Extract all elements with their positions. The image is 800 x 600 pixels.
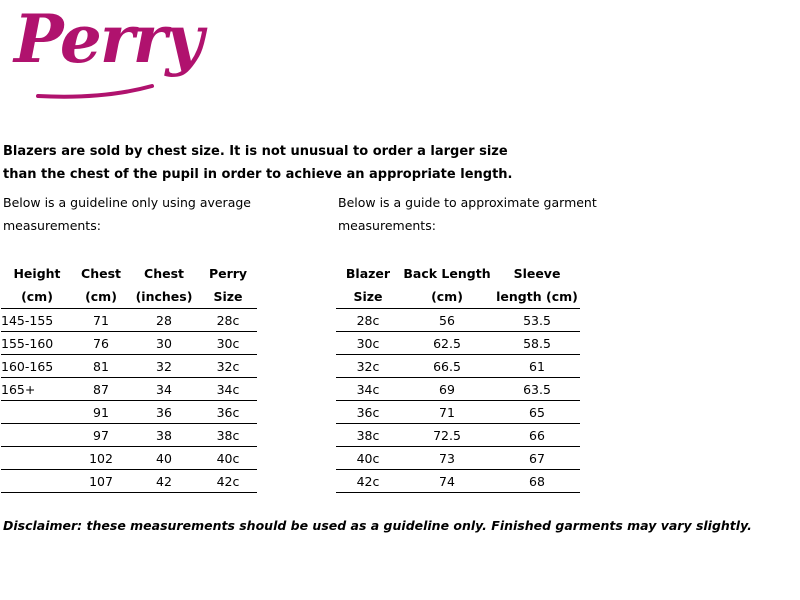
table-cell: 66.5	[400, 355, 494, 378]
table-cell: 30c	[336, 332, 400, 355]
table-row	[1, 378, 257, 401]
table-cell: 36c	[199, 401, 257, 424]
table-cell: 145-155	[1, 309, 73, 332]
table-cell: 40c	[336, 447, 400, 470]
table-cell: 61	[494, 355, 580, 378]
disclaimer-text: Disclaimer: these measurements should be used as a guideline only. Finished garments may vary slightly.	[3, 518, 752, 533]
column-header: Blazer	[345, 266, 391, 281]
column-header: Chest	[144, 266, 184, 281]
table-cell: 34c	[336, 378, 400, 401]
column-header-unit: (inches)	[129, 285, 199, 309]
table-cell: 36	[129, 401, 199, 424]
table-row	[1, 447, 257, 470]
table-cell: 38c	[336, 424, 400, 447]
table-cell: 160-165	[1, 355, 73, 378]
right-note-line-1: Below is a guide to approximate garment	[338, 195, 597, 210]
table-cell: 69	[400, 378, 494, 401]
table-row	[336, 309, 580, 332]
table-cell: 63.5	[494, 378, 580, 401]
left-guideline-note	[3, 191, 263, 237]
table-cell	[1, 401, 73, 424]
table-cell: 40c	[199, 447, 257, 470]
intro-line-1: Blazers are sold by chest size. It is not unusual to order a larger size	[3, 144, 508, 159]
table-cell: 72.5	[400, 424, 494, 447]
table-row	[336, 332, 580, 355]
table-cell: 155-160	[1, 332, 73, 355]
table-cell: 32c	[199, 355, 257, 378]
table-cell: 102	[73, 447, 129, 470]
table-cell: 42c	[199, 470, 257, 493]
garment-measurement-table	[336, 262, 580, 493]
left-note-line-2: measurements:	[3, 218, 101, 233]
perry-logo: Perry	[14, 0, 202, 78]
table-cell: 71	[400, 401, 494, 424]
table-row	[1, 332, 257, 355]
column-header-unit: (cm)	[1, 285, 73, 309]
table-row	[336, 401, 580, 424]
table-cell: 32c	[336, 355, 400, 378]
table-row	[336, 424, 580, 447]
logo-swoosh-icon	[36, 82, 156, 102]
table-row	[336, 447, 580, 470]
right-note-line-2: measurements:	[338, 218, 436, 233]
column-header: Sleeve	[513, 266, 561, 281]
table-cell	[1, 424, 73, 447]
table-cell: 32	[129, 355, 199, 378]
table-header-row	[1, 285, 257, 309]
table-row	[336, 378, 580, 401]
column-header: Back Length	[403, 266, 491, 281]
table-cell: 34c	[199, 378, 257, 401]
table-cell: 62.5	[400, 332, 494, 355]
table-cell: 67	[494, 447, 580, 470]
table-header-row	[1, 262, 257, 285]
table-cell: 58.5	[494, 332, 580, 355]
table-header-row	[336, 262, 580, 285]
table-row	[1, 355, 257, 378]
table-cell: 74	[400, 470, 494, 493]
table-cell: 53.5	[494, 309, 580, 332]
table-row	[336, 355, 580, 378]
table-cell: 71	[73, 309, 129, 332]
table-cell: 56	[400, 309, 494, 332]
table-cell: 28	[129, 309, 199, 332]
table-cell: 28c	[336, 309, 400, 332]
table-cell: 68	[494, 470, 580, 493]
right-guideline-note	[338, 191, 608, 237]
left-note-line-1: Below is a guideline only using average	[3, 195, 251, 210]
table-cell: 30	[129, 332, 199, 355]
table-row	[336, 470, 580, 493]
table-row	[1, 401, 257, 424]
table-cell: 107	[73, 470, 129, 493]
table-cell	[1, 470, 73, 493]
column-header: Chest	[81, 266, 121, 281]
table-cell: 97	[73, 424, 129, 447]
table-row	[1, 309, 257, 332]
column-header-unit: Size	[199, 285, 257, 309]
table-cell	[1, 447, 73, 470]
table-cell: 81	[73, 355, 129, 378]
column-header-unit: Size	[336, 285, 400, 309]
column-header-unit: (cm)	[73, 285, 129, 309]
column-header: Height	[13, 266, 61, 281]
table-cell: 36c	[336, 401, 400, 424]
table-cell: 87	[73, 378, 129, 401]
intro-line-2: than the chest of the pupil in order to achieve an appropriate length.	[3, 167, 513, 182]
table-cell: 30c	[199, 332, 257, 355]
column-header: Perry	[208, 266, 248, 281]
table-cell: 38	[129, 424, 199, 447]
table-row	[1, 424, 257, 447]
table-cell: 34	[129, 378, 199, 401]
table-cell: 42c	[336, 470, 400, 493]
table-row	[1, 470, 257, 493]
column-header-unit: length (cm)	[494, 285, 580, 309]
table-cell: 40	[129, 447, 199, 470]
table-cell: 38c	[199, 424, 257, 447]
table-header-row	[336, 285, 580, 309]
table-cell: 76	[73, 332, 129, 355]
intro-text	[3, 140, 512, 186]
table-cell: 65	[494, 401, 580, 424]
table-cell: 165+	[1, 378, 73, 401]
table-cell: 66	[494, 424, 580, 447]
table-cell: 73	[400, 447, 494, 470]
chest-size-table	[1, 262, 257, 493]
table-cell: 42	[129, 470, 199, 493]
table-cell: 28c	[199, 309, 257, 332]
table-cell: 91	[73, 401, 129, 424]
column-header-unit: (cm)	[400, 285, 494, 309]
